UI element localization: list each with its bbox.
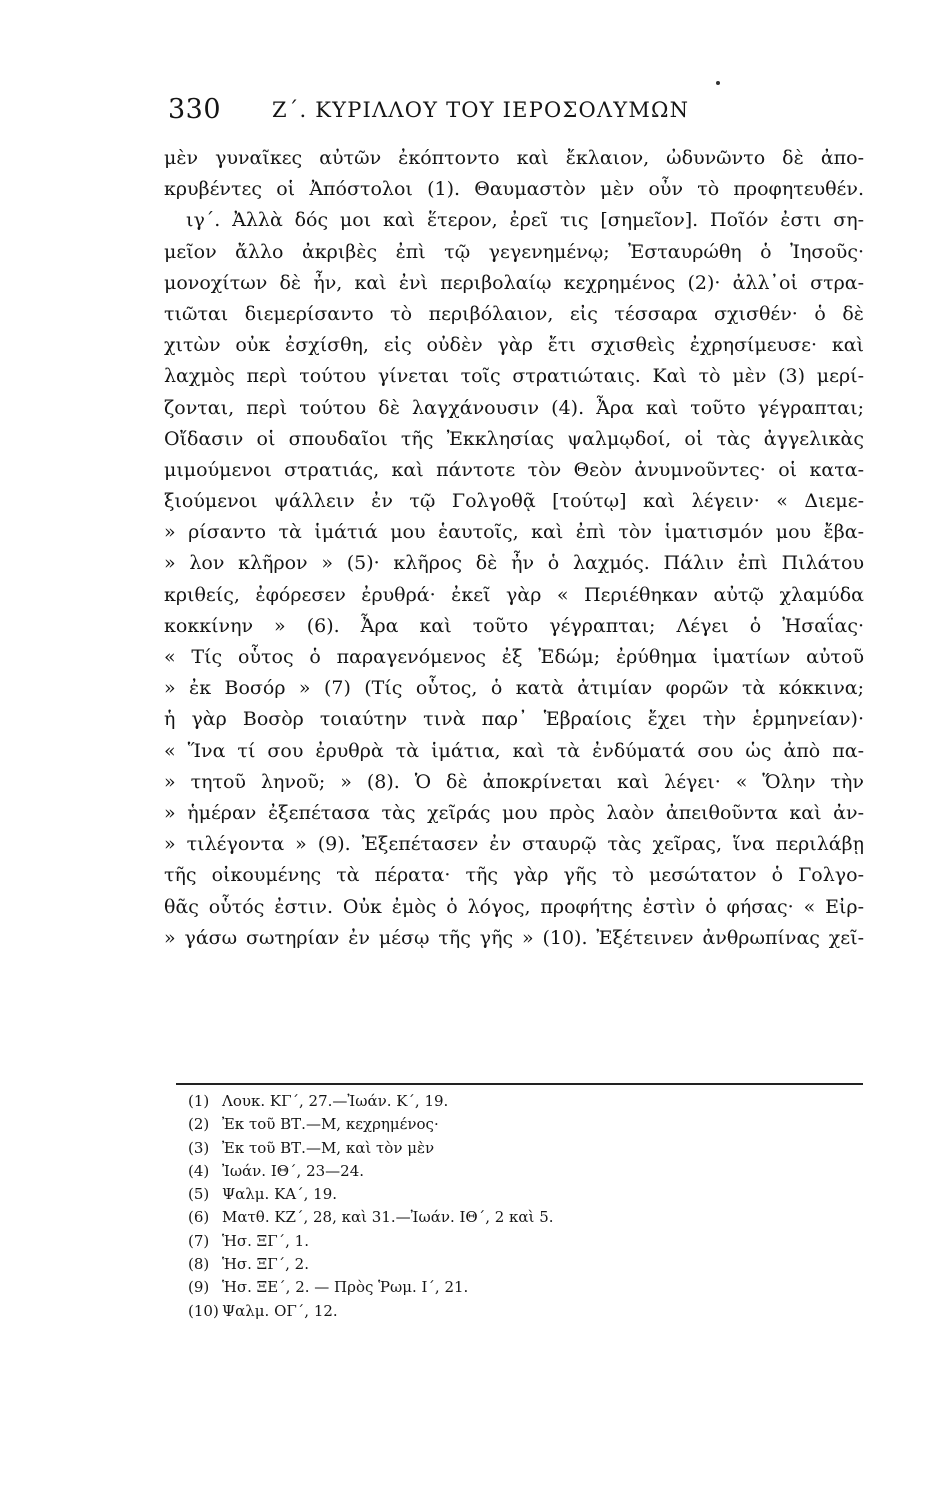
text-line: κοκκίνην » (6). Ἆρα καὶ τοῦτο γέγραπται; Λέγει ὁ Ἠσαΐας· xyxy=(164,614,864,637)
footnote-text: Ἰωάν. ΙΘ΄, 23—24. xyxy=(222,1161,365,1180)
footnote-text: Ἡσ. ΞΓ΄, 1. xyxy=(222,1231,309,1250)
text-line: χιτὼν οὐκ ἐσχίσθη, εἰς οὐδὲν γὰρ ἔτι σχισθεὶς ἐχρησίμευσε· καὶ xyxy=(164,334,864,357)
text-line: ἡ γὰρ Βοσὸρ τοιαύτην τινὰ παρ᾽ Ἑβραίοις ἔχει τὴν ἑρμηνείαν)· xyxy=(164,708,864,731)
text-line: « Ἵνα τί σου ἐρυθρὰ τὰ ἱμάτια, καὶ τὰ ἐνδύματά σου ὡς ἀπὸ πα- xyxy=(164,739,864,762)
footnote-number: (4) xyxy=(188,1161,210,1180)
footnote-number: (5) xyxy=(188,1185,210,1204)
footnote-text: Ψαλμ. ΚΑ΄, 19. xyxy=(222,1185,338,1204)
footnote-number: (7) xyxy=(188,1231,210,1250)
text-line: ξιούμενοι ψάλλειν ἐν τῷ Γολγοθᾷ [τούτῳ] καὶ λέγειν· « Διεμε- xyxy=(164,490,864,513)
text-line: μὲν γυναῖκες αὐτῶν ἐκόπτοντο καὶ ἔκλαιον, ὠδυνῶντο δὲ ἀπο- xyxy=(164,147,864,169)
footnote xyxy=(188,1137,708,1160)
running-head: Ζ΄. ΚΥΡΙΛΛΟΥ ΤΟΥ ΙΕΡΟΣΟΛΥΜΩΝ xyxy=(272,98,690,122)
footnote-text: Ψαλμ. ΟΓ΄, 12. xyxy=(222,1301,338,1320)
footnote xyxy=(188,1206,708,1229)
footnote xyxy=(188,1183,708,1206)
page-header xyxy=(168,94,868,134)
text-line: Οἴδασιν οἱ σπουδαῖοι τῆς Ἐκκλησίας ψαλμῳδοί, οἱ τὰς ἀγγελικὰς xyxy=(164,427,864,450)
footnote-number: (1) xyxy=(188,1092,210,1110)
page-number: 330 xyxy=(168,94,222,125)
text-line: « Τίς οὗτος ὁ παραγενόμενος ἐξ Ἐδώμ; ἐρύθημα ἱματίων αὐτοῦ xyxy=(164,646,864,668)
footnote-number: (6) xyxy=(188,1208,210,1227)
text-line: » ρίσαντο τὰ ἱμάτιά μου ἑαυτοῖς, καὶ ἐπὶ τὸν ἱματισμόν μου ἔβα- xyxy=(164,521,864,544)
footnote-text: Ματθ. ΚΖ΄, 28, καὶ 31.—Ἰωάν. ΙΘ΄, 2 καὶ 5. xyxy=(222,1208,554,1227)
footnote-number: (10) xyxy=(188,1301,219,1320)
body-text xyxy=(164,143,864,954)
footnote xyxy=(188,1300,708,1323)
text-line: ζονται, περὶ τούτου δὲ λαγχάνουσιν (4). Ἆρα καὶ τοῦτο γέγραπται; xyxy=(164,396,864,419)
text-line: » γάσω σωτηρίαν ἐν μέσῳ τῆς γῆς » (10). Ἐξέτεινεν ἀνθρωπίνας χεῖ- xyxy=(164,926,864,949)
text-line: μονοχίτων δὲ ἦν, καὶ ἐνὶ περιβολαίῳ κεχρημένος (2)· ἀλλ᾽οἱ στρα- xyxy=(164,271,864,294)
text-line: τιῶται διεμερίσαντο τὸ περιβόλαιον, εἰς τέσσαρα σχισθέν· ὁ δὲ xyxy=(164,302,864,325)
text-line: θᾶς οὗτός ἐστιν. Οὐκ ἐμὸς ὁ λόγος, προφήτης ἐστὶν ὁ φήσας· « Εἰρ- xyxy=(164,895,864,918)
footnote-text: Λουκ. ΚΓ΄, 27.—Ἰωάν. Κ΄, 19. xyxy=(222,1092,449,1110)
footnote-text: Ἡσ. ΞΕ΄, 2. — Πρὸς Ῥωμ. Ι΄, 21. xyxy=(222,1278,469,1297)
footnote xyxy=(188,1160,708,1183)
text-line: κριθείς, ἐφόρεσεν ἐρυθρά· ἐκεῖ γὰρ « Περιέθηκαν αὐτῷ χλαμύδα xyxy=(164,583,864,606)
footnote xyxy=(188,1253,708,1276)
text-line: » ἡμέραν ἐξεπέτασα τὰς χεῖράς μου πρὸς λαὸν ἀπειθοῦντα καὶ ἀν- xyxy=(164,801,864,824)
footnote-text: Ἡσ. ΞΓ΄, 2. xyxy=(222,1255,309,1274)
text-line: ιγ΄. Ἀλλὰ δός μοι καὶ ἕτερον, ἐρεῖ τις [σημεῖον]. Ποῖόν ἐστι ση- xyxy=(186,209,864,232)
footnote-number: (9) xyxy=(188,1278,210,1297)
text-line: » τητοῦ ληνοῦ; » (8). Ὁ δὲ ἀποκρίνεται καὶ λέγει· « Ὅλην τὴν xyxy=(164,770,864,793)
text-line: κρυβέντες οἱ Ἀπόστολοι (1). Θαυμαστὸν μὲν οὖν τὸ προφητευθέν. xyxy=(164,178,864,201)
footnote-rule xyxy=(176,1083,863,1085)
text-line: » ἐκ Βοσόρ » (7) (Τίς οὗτος, ὁ κατὰ ἀτιμίαν φορῶν τὰ κόκκινα; xyxy=(164,677,864,700)
text-line: μεῖον ἄλλο ἀκριβὲς ἐπὶ τῷ γεγενημένῳ; Ἐσταυρώθη ὁ Ἰησοῦς· xyxy=(164,240,864,263)
footnote xyxy=(188,1090,708,1113)
text-line: λαχμὸς περὶ τούτου γίνεται τοῖς στρατιώταις. Καὶ τὸ μὲν (3) μερί- xyxy=(164,365,864,388)
footnotes xyxy=(188,1090,708,1323)
footnote xyxy=(188,1113,708,1136)
footnote-number: (2) xyxy=(188,1115,210,1134)
footnote-number: (3) xyxy=(188,1138,210,1157)
footnote xyxy=(188,1230,708,1253)
footnote-text: Ἐκ τοῦ ΒΤ.—Μ, κεχρημένος· xyxy=(222,1115,439,1134)
footnote-text: Ἐκ τοῦ ΒΤ.—Μ, καὶ τὸν μὲν xyxy=(222,1138,435,1157)
ink-dot xyxy=(716,81,720,85)
text-line: » τιλέγοντα » (9). Ἐξεπέτασεν ἐν σταυρῷ τὰς χεῖρας, ἵνα περιλάβῃ xyxy=(164,833,864,856)
text-line: τῆς οἰκουμένης τὰ πέρατα· τῆς γὰρ γῆς τὸ μεσώτατον ὁ Γολγο- xyxy=(164,864,864,887)
text-line: μιμούμενοι στρατιάς, καὶ πάντοτε τὸν Θεὸν ἀνυμνοῦντες· οἱ κατα- xyxy=(164,458,864,481)
footnote-number: (8) xyxy=(188,1255,210,1274)
footnote xyxy=(188,1276,708,1299)
text-line: » λον κλῆρον » (5)· κλῆρος δὲ ἦν ὁ λαχμός. Πάλιν ἐπὶ Πιλάτου xyxy=(164,552,864,575)
